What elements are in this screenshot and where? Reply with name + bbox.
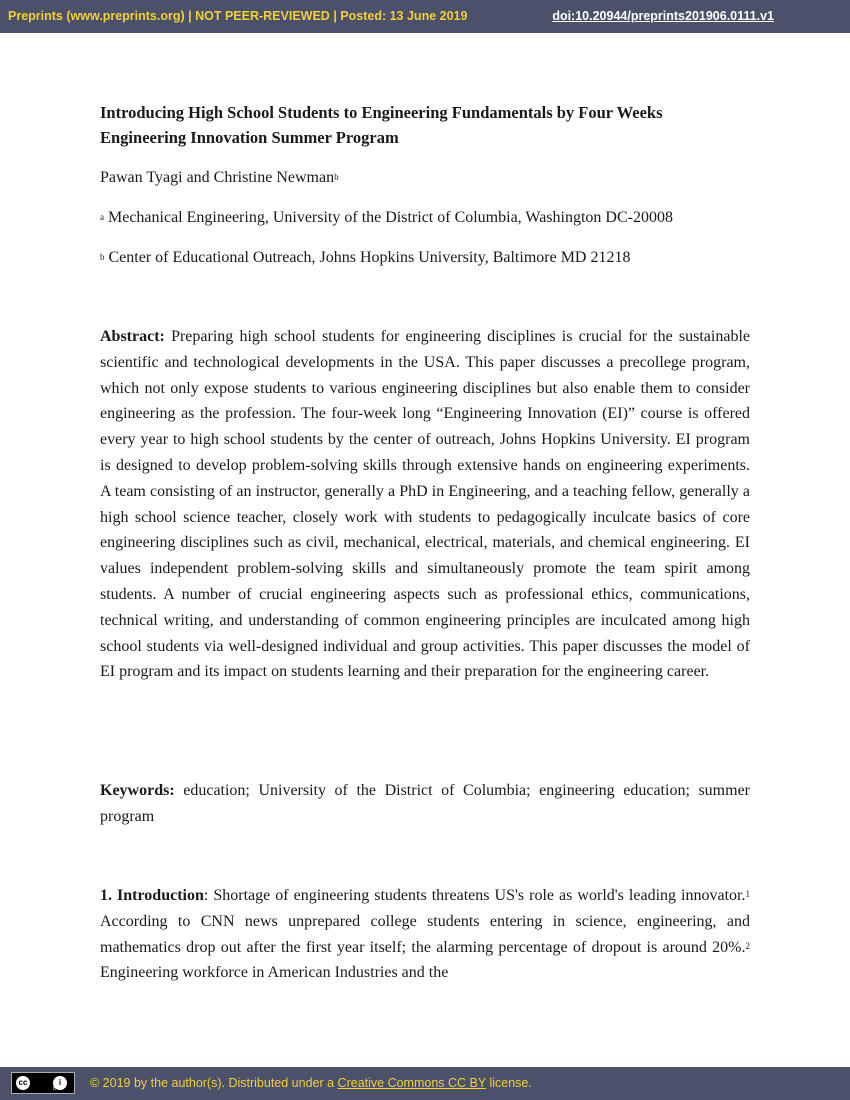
affiliation-b	[100, 246, 750, 270]
affiliation-mark: b	[100, 252, 105, 262]
copyright-text: © 2019 by the author(s). Distributed under a	[90, 1076, 338, 1090]
cc-icon: cc	[15, 1075, 31, 1091]
by-person-icon: i	[52, 1075, 68, 1091]
license-link[interactable]: Creative Commons CC BY	[337, 1076, 486, 1090]
affiliation-mark: a	[100, 212, 104, 222]
intro-text-3: Engineering workforce in American Industries and the	[100, 964, 449, 982]
license-text	[90, 1076, 532, 1090]
abstract-text: Preparing high school students for engineering disciplines is crucial for the sustainable scientific and technological developments in the USA. This paper discusses a precollege program, which not only expose students to various engineering disciplines but also enable them to consider engineering as the profession. The four-week long “Engineering Innovation (EI)” course is offered every year to high school students by the center of outreach, Johns Hopkins University. EI program is designed to develop problem-solving skills through extensive hands on engineering experiments. A team consisting of an instructor, generally a PhD in Engineering, and a teaching fellow, generally a high school science teacher, closely work with students to pedagogically inculcate basics of core engineering disciplines such as civil, mechanical, electrical, materials, and chemical engineering. EI values independent problem-solving skills and simultaneously promote the team spirit among students. A number of crucial engineering aspects such as professional ethics, communications, technical writing, and understanding of common engineering principles are inculcated among high school students via well-designed individual and group activities. This paper discusses the model of EI program and its impact on students learning and their preparation for the engineering career.	[100, 328, 751, 681]
affiliation-a	[100, 206, 750, 230]
license-footer-bar	[0, 1067, 850, 1100]
posted-date: Posted: 13 June 2019	[340, 9, 468, 23]
peer-review-status: NOT PEER-REVIEWED	[195, 9, 330, 23]
by-label: BY	[53, 1086, 60, 1092]
header-info	[8, 9, 467, 23]
affiliation-text: Mechanical Engineering, University of the District of Columbia, Washington DC-20008	[108, 209, 673, 226]
author-names: Pawan Tyagi and Christine Newman	[100, 169, 335, 186]
citation-ref[interactable]: 2	[745, 940, 750, 951]
keywords-label: Keywords:	[100, 782, 175, 799]
affiliation-text: Center of Educational Outreach, Johns Hopkins University, Baltimore MD 21218	[108, 249, 631, 266]
doi-link[interactable]: doi:10.20944/preprints201906.0111.v1	[552, 9, 774, 23]
intro-text-1: : Shortage of engineering students threatens US's role as world's leading innovator.	[203, 887, 746, 904]
keywords	[100, 778, 750, 830]
license-suffix: license.	[485, 1076, 532, 1090]
header-separator: |	[184, 9, 196, 23]
abstract	[100, 324, 750, 685]
keywords-text: education; University of the District of Columbia; engineering education; summer program	[100, 782, 751, 825]
intro-text-2: According to CNN news unprepared college students entering in science, engineering, and mathematics drop out after the first year itself; the alarming percentage of dropout is around 20%.	[100, 912, 750, 956]
authors	[100, 166, 750, 190]
site-name[interactable]: Preprints (www.preprints.org)	[8, 9, 185, 23]
introduction-section	[100, 883, 750, 986]
header-separator: |	[329, 9, 341, 23]
intro-heading: 1. Introduction	[100, 887, 204, 904]
author-affiliation-mark: b	[334, 172, 339, 182]
abstract-label: Abstract:	[100, 328, 165, 345]
preprint-header-bar	[0, 0, 850, 33]
cc-by-badge[interactable]	[11, 1072, 75, 1094]
paper-title: Introducing High School Students to Engineering Fundamentals by Four Weeks Engineering Innovation Summer Program	[100, 103, 663, 147]
citation-ref[interactable]: 1	[745, 889, 750, 899]
